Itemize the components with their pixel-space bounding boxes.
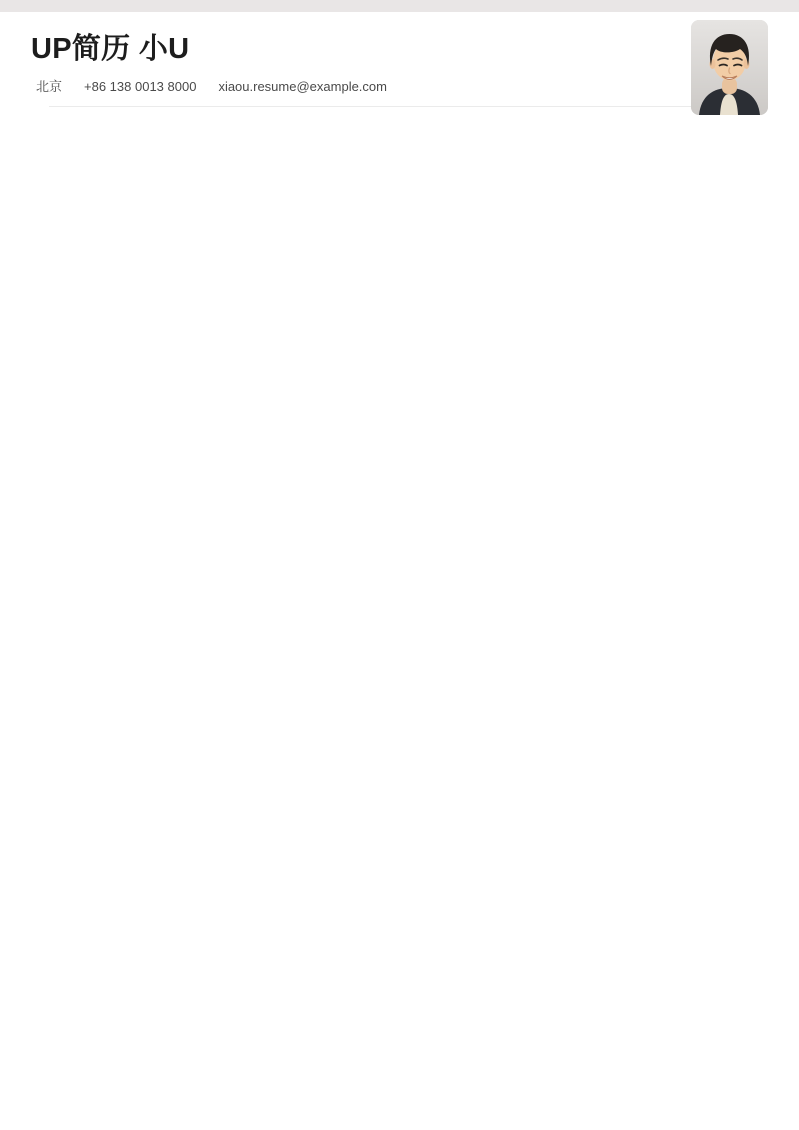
resume-header: [31, 12, 768, 96]
contact-email: xiaou.resume@example.com: [218, 79, 387, 94]
contact-row: [31, 78, 768, 96]
contact-location: 北京: [36, 79, 63, 94]
contact-phone: +86 138 0013 8000: [84, 79, 197, 94]
bottom-divider: [49, 106, 750, 107]
top-strip: [0, 0, 799, 12]
profile-photo: [691, 20, 768, 115]
resume-page: [0, 12, 799, 107]
candidate-name: UP简历 小U: [31, 33, 190, 65]
profile-photo-illustration: [691, 20, 768, 115]
